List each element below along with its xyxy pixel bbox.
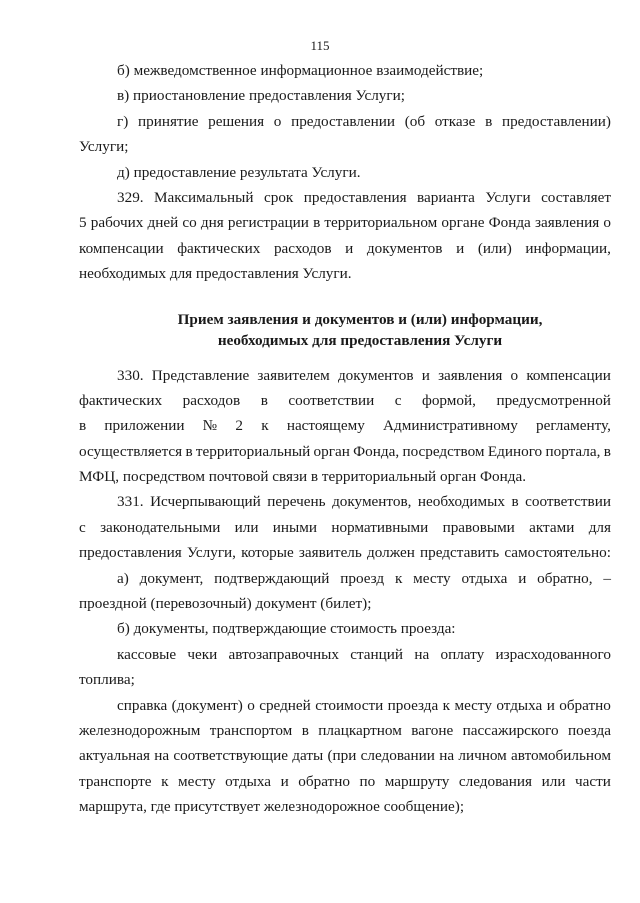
word: территориальный bbox=[195, 442, 311, 460]
word: срок bbox=[263, 188, 294, 206]
word: портала, bbox=[545, 442, 601, 460]
word: следования bbox=[458, 772, 533, 790]
word: 330. bbox=[117, 366, 144, 384]
word: компенсации bbox=[526, 366, 611, 384]
word: фактических bbox=[177, 239, 261, 257]
word: на bbox=[439, 747, 455, 765]
text-line bbox=[79, 566, 611, 591]
word: соответствии bbox=[525, 493, 611, 511]
word: органе bbox=[441, 214, 485, 232]
word: к bbox=[261, 417, 269, 435]
word: даты bbox=[292, 747, 324, 765]
word: железнодорожным bbox=[79, 721, 201, 739]
text-line bbox=[79, 185, 611, 210]
word: дней bbox=[147, 214, 179, 232]
text-line bbox=[79, 769, 611, 794]
text-line bbox=[79, 236, 611, 261]
word: предусмотренной bbox=[496, 391, 611, 409]
word: г) bbox=[117, 112, 129, 130]
word: оплату bbox=[440, 645, 485, 663]
text-line bbox=[79, 515, 611, 540]
page-number: 115 bbox=[310, 38, 330, 53]
word: (или) bbox=[477, 239, 512, 257]
word: средней bbox=[259, 696, 311, 714]
word: в bbox=[313, 214, 321, 232]
text-line: д) предоставление результата Услуги. bbox=[117, 163, 361, 181]
word: по bbox=[359, 772, 376, 790]
word: соответствующие bbox=[173, 747, 288, 765]
text-line: проездной (перевозочный) документ (билет); bbox=[79, 595, 372, 613]
word: или bbox=[234, 518, 259, 536]
word: отдыха bbox=[225, 772, 272, 790]
word: рабочих bbox=[90, 214, 144, 232]
word: пассажирского bbox=[462, 721, 559, 739]
word: обратно, bbox=[537, 569, 593, 587]
word: отдыха bbox=[461, 569, 508, 587]
word: проезд bbox=[340, 569, 385, 587]
word: документов bbox=[366, 239, 443, 257]
word: Максимальный bbox=[154, 188, 254, 206]
word: заявления bbox=[534, 214, 600, 232]
word: 2 bbox=[235, 417, 243, 435]
word: нормативными bbox=[331, 518, 429, 536]
word: дня bbox=[200, 214, 224, 232]
word: № bbox=[202, 417, 218, 435]
word: предоставлении bbox=[291, 112, 396, 130]
text-line bbox=[79, 743, 611, 768]
word: документов, bbox=[332, 493, 412, 511]
word: справка bbox=[117, 696, 168, 714]
word: фактических bbox=[79, 391, 163, 409]
word: правовыми bbox=[442, 518, 515, 536]
word: регистрации bbox=[227, 214, 309, 232]
word: перечень bbox=[267, 493, 326, 511]
word: следовании bbox=[360, 747, 435, 765]
word: кассовые bbox=[117, 645, 177, 663]
word: предоставления bbox=[303, 188, 407, 206]
word: о bbox=[603, 214, 611, 232]
word: автомобильном bbox=[511, 747, 611, 765]
word: вагоне bbox=[411, 721, 454, 739]
word: части bbox=[575, 772, 611, 790]
word: в bbox=[603, 442, 611, 460]
word: предоставлении) bbox=[501, 112, 611, 130]
word: поезда bbox=[567, 721, 611, 739]
word: которые bbox=[241, 544, 294, 562]
word: документ, bbox=[139, 569, 204, 587]
word: заявителем bbox=[257, 366, 330, 384]
word: чеки bbox=[187, 645, 218, 663]
text-line bbox=[79, 718, 611, 743]
text-line: б) документы, подтверждающие стоимость проезда: bbox=[117, 620, 456, 638]
word: месту bbox=[454, 696, 492, 714]
word: представить bbox=[420, 544, 500, 562]
word: формой, bbox=[422, 391, 476, 409]
word: актами bbox=[529, 518, 575, 536]
text-line bbox=[79, 109, 611, 134]
word: месту bbox=[178, 772, 216, 790]
word: 329. bbox=[117, 188, 144, 206]
text-line: Услуги; bbox=[79, 138, 129, 156]
word: и bbox=[518, 569, 527, 587]
word: или bbox=[541, 772, 566, 790]
text-line: необходимых для предоставления Услуги. bbox=[79, 265, 352, 283]
word: в bbox=[485, 112, 493, 130]
word: информации, bbox=[525, 239, 611, 257]
word: плацкартном bbox=[318, 721, 402, 739]
word: составляет bbox=[541, 188, 611, 206]
word: станций bbox=[350, 645, 404, 663]
word: Услуги, bbox=[186, 544, 236, 562]
word: Фонда bbox=[488, 214, 531, 232]
word: в bbox=[260, 391, 268, 409]
word: и bbox=[546, 696, 555, 714]
word: приложении bbox=[104, 417, 185, 435]
paragraph-block-2 bbox=[79, 363, 611, 820]
word: расходов bbox=[182, 391, 241, 409]
text-line bbox=[79, 413, 611, 438]
word: в bbox=[79, 417, 87, 435]
word: и bbox=[421, 366, 430, 384]
word: документов bbox=[337, 366, 414, 384]
word: Представление bbox=[151, 366, 250, 384]
word: к bbox=[161, 772, 169, 790]
word: а) bbox=[117, 569, 129, 587]
document-body bbox=[79, 58, 611, 820]
word: настоящему bbox=[286, 417, 365, 435]
word: – bbox=[603, 569, 611, 587]
word: отказе bbox=[434, 112, 476, 130]
word: израсходованного bbox=[495, 645, 611, 663]
word: Услуги bbox=[485, 188, 531, 206]
text-line bbox=[79, 540, 611, 565]
word: транспортом bbox=[209, 721, 293, 739]
word: законодательными bbox=[100, 518, 221, 536]
word: о bbox=[510, 366, 519, 384]
word: автозаправочных bbox=[228, 645, 339, 663]
word: на bbox=[154, 747, 170, 765]
word: посредством bbox=[402, 442, 485, 460]
text-line: маршрута, где присутствует железнодорожное сообщение); bbox=[79, 798, 465, 816]
word: со bbox=[182, 214, 197, 232]
text-line: б) межведомственное информационное взаимодействие; bbox=[117, 62, 484, 79]
word: самостоятельно: bbox=[504, 544, 611, 562]
word: с bbox=[79, 518, 86, 536]
word: обратно bbox=[559, 696, 611, 714]
word: расходов bbox=[273, 239, 332, 257]
word: личном bbox=[458, 747, 507, 765]
word: необходимых bbox=[417, 493, 505, 511]
word: Исчерпывающий bbox=[150, 493, 261, 511]
paragraph-block-1 bbox=[79, 58, 611, 287]
text-line bbox=[79, 388, 611, 413]
text-line bbox=[79, 210, 611, 235]
word: с bbox=[394, 391, 402, 409]
text-line bbox=[79, 363, 611, 388]
word: в bbox=[185, 442, 193, 460]
word: компенсации bbox=[79, 239, 164, 257]
word: Административному bbox=[383, 417, 518, 435]
word: и bbox=[456, 239, 465, 257]
word: на bbox=[414, 645, 430, 663]
section-gap bbox=[79, 287, 611, 309]
word: Единого bbox=[487, 442, 543, 460]
word: к bbox=[442, 696, 451, 714]
word: актуальная bbox=[79, 747, 150, 765]
word: и bbox=[280, 772, 289, 790]
word: (документ) bbox=[171, 696, 243, 714]
word: 331. bbox=[117, 493, 144, 511]
word: месту bbox=[413, 569, 451, 587]
section-heading-line-2: необходимых для предоставления Услуги bbox=[217, 331, 503, 349]
text-line bbox=[79, 489, 611, 514]
section-heading-line-1: Прием заявления и документов и (или) информации, bbox=[177, 310, 543, 328]
word: (при bbox=[327, 747, 357, 765]
word: и bbox=[345, 239, 354, 257]
word: транспорте bbox=[79, 772, 152, 790]
word: в bbox=[301, 721, 309, 739]
word: соответствии bbox=[288, 391, 375, 409]
word: обратно bbox=[298, 772, 350, 790]
word: иными bbox=[272, 518, 317, 536]
word: стоимости bbox=[315, 696, 384, 714]
word: регламенту, bbox=[536, 417, 611, 435]
word: маршруту bbox=[384, 772, 450, 790]
word: в bbox=[511, 493, 519, 511]
word: решения bbox=[208, 112, 265, 130]
word: заявления bbox=[438, 366, 503, 384]
word: предоставления bbox=[79, 544, 182, 562]
word: Фонда, bbox=[353, 442, 400, 460]
word: (об bbox=[404, 112, 426, 130]
word: осуществляется bbox=[79, 442, 183, 460]
word: подтверждающий bbox=[214, 569, 330, 587]
word: для bbox=[588, 518, 611, 536]
text-line bbox=[79, 642, 611, 667]
word: орган bbox=[313, 442, 350, 460]
word: о bbox=[273, 112, 282, 130]
text-line bbox=[79, 439, 611, 464]
section-heading bbox=[79, 309, 611, 351]
word: проезда bbox=[387, 696, 439, 714]
word: 5 bbox=[79, 214, 87, 232]
word: отдыха bbox=[496, 696, 543, 714]
word: принятие bbox=[137, 112, 199, 130]
word: к bbox=[394, 569, 403, 587]
text-line: МФЦ, посредством почтовой связи в территориальный орган Фонда. bbox=[79, 468, 527, 486]
text-line bbox=[79, 693, 611, 718]
word: о bbox=[247, 696, 255, 714]
text-line: топлива; bbox=[79, 671, 135, 689]
word: варианта bbox=[417, 188, 475, 206]
word: должен bbox=[367, 544, 415, 562]
word: территориальном bbox=[324, 214, 438, 232]
text-line: в) приостановление предоставления Услуги; bbox=[117, 87, 405, 105]
word: заявитель bbox=[298, 544, 362, 562]
